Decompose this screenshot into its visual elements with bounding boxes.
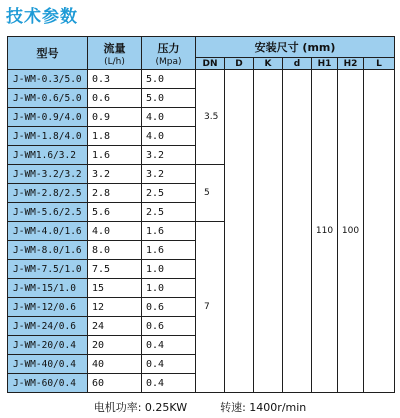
dn-group-cell: 3.5 bbox=[196, 70, 225, 165]
model-cell: J-WM-0.9/4.0 bbox=[8, 108, 88, 127]
flow-cell: 8.0 bbox=[88, 241, 142, 260]
model-cell: J-WM-20/0.4 bbox=[8, 336, 88, 355]
header-h1: H1 bbox=[312, 58, 338, 70]
flow-cell: 2.8 bbox=[88, 184, 142, 203]
header-pressure-unit: (Mpa) bbox=[155, 56, 182, 67]
flow-cell: 0.6 bbox=[88, 89, 142, 108]
model-cell: J-WM1.6/3.2 bbox=[8, 146, 88, 165]
flow-cell: 7.5 bbox=[88, 260, 142, 279]
flow-cell: 15 bbox=[88, 279, 142, 298]
pressure-cell: 1.0 bbox=[142, 260, 196, 279]
table-row bbox=[8, 70, 395, 89]
model-cell: J-WM-15/1.0 bbox=[8, 279, 88, 298]
flow-cell: 5.6 bbox=[88, 203, 142, 222]
motor-power: 电机功率: 0.25KW bbox=[93, 401, 188, 414]
pressure-cell: 3.2 bbox=[142, 165, 196, 184]
spec-table bbox=[7, 36, 395, 393]
flow-cell: 60 bbox=[88, 374, 142, 393]
model-cell: J-WM-24/0.6 bbox=[8, 317, 88, 336]
header-flow bbox=[88, 37, 142, 70]
model-cell: J-WM-5.6/2.5 bbox=[8, 203, 88, 222]
header-h2: H2 bbox=[338, 58, 364, 70]
header-flow-unit: (L/h) bbox=[104, 56, 125, 67]
footer-specs bbox=[0, 399, 400, 415]
flow-cell: 1.6 bbox=[88, 146, 142, 165]
header-l: L bbox=[364, 58, 395, 70]
pressure-cell: 0.6 bbox=[142, 298, 196, 317]
model-cell: J-WM-12/0.6 bbox=[8, 298, 88, 317]
flow-cell: 20 bbox=[88, 336, 142, 355]
model-cell: J-WM-2.8/2.5 bbox=[8, 184, 88, 203]
header-pressure bbox=[142, 37, 196, 70]
pressure-cell: 0.6 bbox=[142, 317, 196, 336]
model-cell: J-WM-4.0/1.6 bbox=[8, 222, 88, 241]
header-d-inner: d bbox=[283, 58, 312, 70]
pressure-cell: 1.0 bbox=[142, 279, 196, 298]
model-cell: J-WM-0.6/5.0 bbox=[8, 89, 88, 108]
model-cell: J-WM-0.3/5.0 bbox=[8, 70, 88, 89]
pressure-cell: 1.6 bbox=[142, 222, 196, 241]
page-title: 技术参数 bbox=[6, 7, 78, 27]
l-column bbox=[364, 70, 395, 393]
flow-cell: 0.9 bbox=[88, 108, 142, 127]
header-d-outer: D bbox=[225, 58, 254, 70]
header-pressure-label: 压力 bbox=[157, 41, 180, 55]
model-cell: J-WM-7.5/1.0 bbox=[8, 260, 88, 279]
model-cell: J-WM-60/0.4 bbox=[8, 374, 88, 393]
flow-cell: 40 bbox=[88, 355, 142, 374]
dn-group-cell: 5 bbox=[196, 165, 225, 222]
h1-cell: 110 bbox=[312, 70, 338, 393]
model-cell: J-WM-3.2/3.2 bbox=[8, 165, 88, 184]
d-outer-column bbox=[225, 70, 254, 393]
model-cell: J-WM-40/0.4 bbox=[8, 355, 88, 374]
dn-group-cell: 7 bbox=[196, 222, 225, 393]
pressure-cell: 4.0 bbox=[142, 127, 196, 146]
pressure-cell: 5.0 bbox=[142, 70, 196, 89]
pressure-cell: 3.2 bbox=[142, 146, 196, 165]
pressure-cell: 0.4 bbox=[142, 355, 196, 374]
flow-cell: 12 bbox=[88, 298, 142, 317]
header-flow-label: 流量 bbox=[103, 41, 126, 55]
flow-cell: 4.0 bbox=[88, 222, 142, 241]
motor-speed: 转速: 1400r/min bbox=[220, 401, 307, 414]
header-model: 型号 bbox=[8, 37, 88, 70]
d-inner-column bbox=[283, 70, 312, 393]
k-column bbox=[254, 70, 283, 393]
header-k: K bbox=[254, 58, 283, 70]
flow-cell: 3.2 bbox=[88, 165, 142, 184]
pressure-cell: 4.0 bbox=[142, 108, 196, 127]
model-cell: J-WM-1.8/4.0 bbox=[8, 127, 88, 146]
header-dn: DN bbox=[196, 58, 225, 70]
pressure-cell: 2.5 bbox=[142, 203, 196, 222]
flow-cell: 0.3 bbox=[88, 70, 142, 89]
pressure-cell: 0.4 bbox=[142, 336, 196, 355]
h2-cell: 100 bbox=[338, 70, 364, 393]
model-cell: J-WM-8.0/1.6 bbox=[8, 241, 88, 260]
pressure-cell: 5.0 bbox=[142, 89, 196, 108]
pressure-cell: 2.5 bbox=[142, 184, 196, 203]
header-install-dimensions: 安装尺寸 (mm) bbox=[196, 37, 395, 58]
flow-cell: 24 bbox=[88, 317, 142, 336]
pressure-cell: 0.4 bbox=[142, 374, 196, 393]
pressure-cell: 1.6 bbox=[142, 241, 196, 260]
flow-cell: 1.8 bbox=[88, 127, 142, 146]
